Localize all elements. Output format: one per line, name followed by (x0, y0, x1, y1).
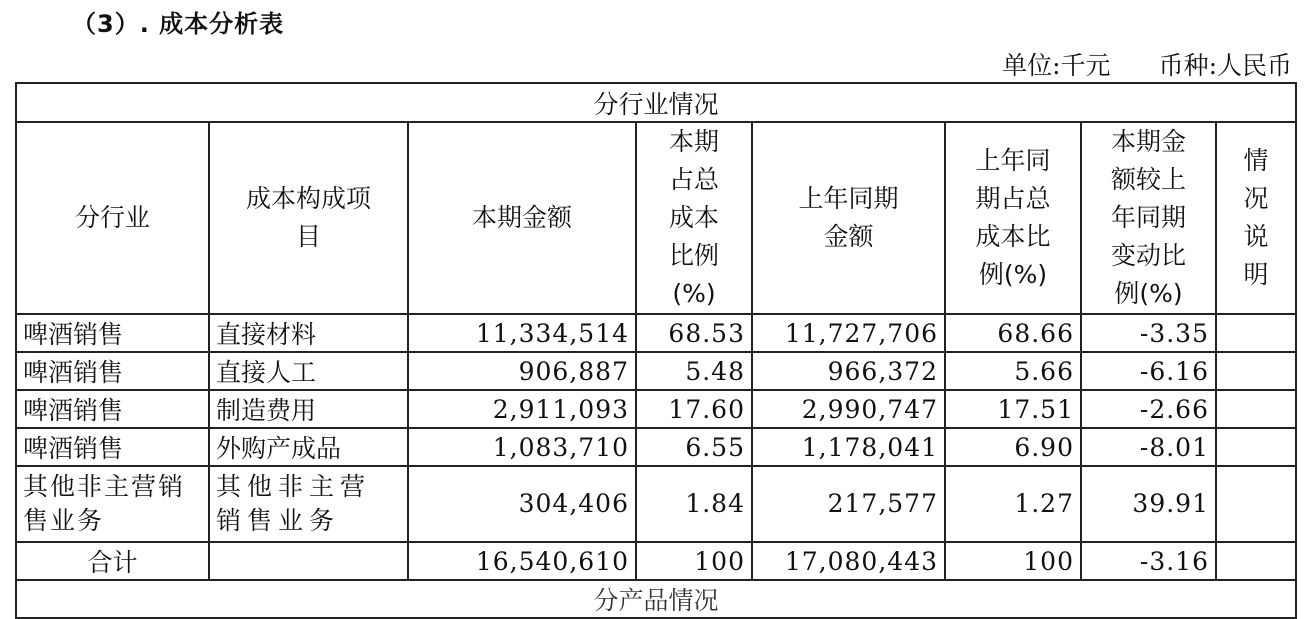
header-line: 本期金额 (471, 203, 572, 232)
prior-pct-cell: 100 (945, 542, 1081, 580)
industry-cell: 啤酒销售 (16, 428, 209, 466)
current-pct-cell: 6.55 (636, 428, 752, 466)
header-line: 分行业 (74, 203, 150, 232)
change-pct-cell: -2.66 (1081, 390, 1216, 428)
header-line: 年同期 (1110, 203, 1186, 232)
cost-item-cell: 制造费用 (209, 390, 408, 428)
prior-pct-cell: 17.51 (945, 390, 1081, 428)
section-title-row (16, 83, 1296, 122)
header-line: 成本比 (975, 222, 1051, 251)
prior-amount-cell: 2,990,747 (752, 390, 945, 428)
header-line: 例(%) (978, 260, 1048, 289)
header-line: 上年同 (975, 146, 1051, 175)
prior-pct-cell: 1.27 (945, 466, 1081, 542)
cost-item-cell: 外购产成品 (209, 428, 408, 466)
currency-label: 币种:人民币 (1158, 51, 1292, 80)
table-row (16, 352, 1296, 390)
table-row (16, 542, 1296, 580)
header-line: 目 (295, 222, 321, 251)
header-line: 成本 (668, 203, 719, 232)
next-section-row (16, 580, 1296, 618)
prior-pct-cell: 5.66 (945, 352, 1081, 390)
unit-label: 单位:千元 (1002, 51, 1111, 80)
change-pct-cell: 39.91 (1081, 466, 1216, 542)
industry-cell: 啤酒销售 (16, 352, 209, 390)
current-pct-cell: 1.84 (636, 466, 752, 542)
header-line: (%) (672, 279, 716, 308)
header-note (1216, 122, 1296, 314)
industry-cell: 啤酒销售 (16, 390, 209, 428)
header-line: 比例 (668, 241, 719, 270)
current-amount-cell: 304,406 (408, 466, 636, 542)
note-cell (1216, 466, 1296, 542)
header-row (16, 122, 1296, 314)
current-pct-cell: 100 (636, 542, 752, 580)
current-pct-cell: 68.53 (636, 314, 752, 352)
header-line: 例(%) (1114, 279, 1183, 308)
header-current-amount (408, 122, 636, 314)
header-line: 占总 (668, 165, 719, 194)
cost-item-cell: 其他非主营销售业务 (209, 466, 408, 542)
header-line: 况 (1243, 184, 1269, 213)
header-line: 本期 (668, 127, 719, 156)
prior-amount-cell: 1,178,041 (752, 428, 945, 466)
change-pct-cell: -3.16 (1081, 542, 1216, 580)
change-pct-cell: -6.16 (1081, 352, 1216, 390)
next-section-title: 分产品情况 (16, 580, 1296, 618)
current-pct-cell: 5.48 (636, 352, 752, 390)
industry-cell: 合计 (16, 542, 209, 580)
header-prior-amount (752, 122, 945, 314)
header-change-pct (1081, 122, 1216, 314)
prior-pct-cell: 68.66 (945, 314, 1081, 352)
header-line: 金额 (823, 222, 874, 251)
table-row (16, 314, 1296, 352)
note-cell (1216, 428, 1296, 466)
note-cell (1216, 314, 1296, 352)
header-line: 说 (1243, 222, 1269, 251)
prior-amount-cell: 11,727,706 (752, 314, 945, 352)
cost-item-cell: 直接人工 (209, 352, 408, 390)
change-pct-cell: -8.01 (1081, 428, 1216, 466)
current-amount-cell: 906,887 (408, 352, 636, 390)
cost-item-cell: 直接材料 (209, 314, 408, 352)
section-title: 分行业情况 (16, 83, 1296, 122)
change-pct-cell: -3.35 (1081, 314, 1216, 352)
table-row (16, 428, 1296, 466)
table-row (16, 466, 1296, 542)
header-line: 上年同期 (798, 184, 899, 213)
header-line: 变动比 (1110, 241, 1186, 270)
prior-amount-cell: 17,080,443 (752, 542, 945, 580)
current-pct-cell: 17.60 (636, 390, 752, 428)
table-row (16, 390, 1296, 428)
note-cell (1216, 542, 1296, 580)
note-cell (1216, 390, 1296, 428)
header-current-pct (636, 122, 752, 314)
current-amount-cell: 2,911,093 (408, 390, 636, 428)
header-industry (16, 122, 209, 314)
current-amount-cell: 11,334,514 (408, 314, 636, 352)
table-body (16, 314, 1296, 580)
industry-cell: 啤酒销售 (16, 314, 209, 352)
section-heading: （3）. 成本分析表 (72, 10, 285, 38)
header-line: 额较上 (1110, 165, 1186, 194)
header-line: 成本构成项 (245, 184, 371, 213)
prior-pct-cell: 6.90 (945, 428, 1081, 466)
unit-currency-line (1002, 46, 1292, 82)
cost-item-cell (209, 542, 408, 580)
current-amount-cell: 16,540,610 (408, 542, 636, 580)
note-cell (1216, 352, 1296, 390)
header-line: 明 (1243, 260, 1269, 289)
header-line: 期占总 (975, 184, 1051, 213)
prior-amount-cell: 217,577 (752, 466, 945, 542)
cost-analysis-table (15, 82, 1297, 619)
header-line: 本期金 (1110, 127, 1186, 156)
current-amount-cell: 1,083,710 (408, 428, 636, 466)
header-line: 情 (1243, 146, 1269, 175)
prior-amount-cell: 966,372 (752, 352, 945, 390)
header-cost-item (209, 122, 408, 314)
industry-cell: 其他非主营销售业务 (16, 466, 209, 542)
header-prior-pct (945, 122, 1081, 314)
